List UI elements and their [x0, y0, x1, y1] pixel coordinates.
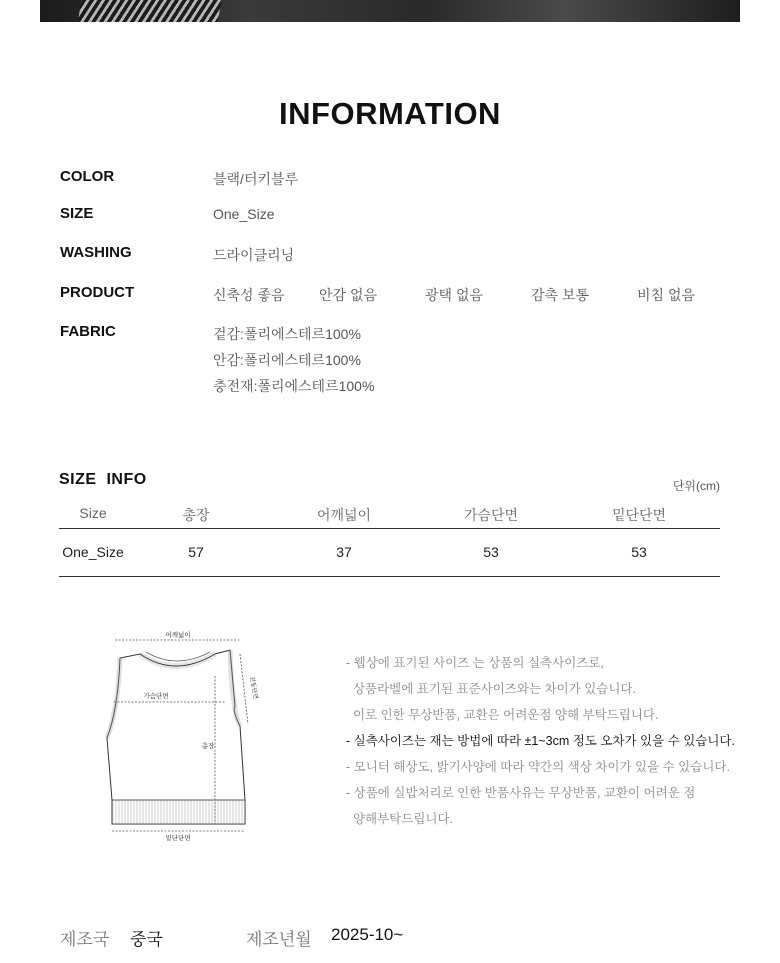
- color-value: 블랙/터키블루: [213, 171, 299, 187]
- product-item: 감촉 보통: [531, 287, 589, 303]
- product-item: 광택 없음: [425, 287, 483, 303]
- table-divider: [59, 528, 720, 529]
- notice-line: 이로 인한 무상반품, 교환은 어려운점 양해 부탁드립니다.: [346, 708, 659, 722]
- size-label: SIZE: [60, 205, 94, 222]
- hem-text: 밑단단면: [165, 834, 191, 842]
- origin-value: 중국: [130, 930, 163, 949]
- size-unit: 단위(cm): [672, 479, 720, 493]
- product-item: 안감 없음: [319, 287, 377, 303]
- washing-value: 드라이클리닝: [213, 247, 295, 263]
- date-label: 제조년월: [246, 930, 312, 949]
- vest-outline: [107, 650, 245, 824]
- fabric-line: 안감:폴리에스테르100%: [213, 352, 361, 368]
- origin-label: 제조국: [60, 930, 110, 949]
- date-value: 2025-10~: [331, 925, 404, 944]
- product-item: 신축성 좋음: [213, 287, 285, 303]
- vest-size-diagram: [100, 628, 270, 844]
- table-header: 가슴단면: [463, 507, 519, 523]
- table-header: 밑단단면: [611, 507, 667, 523]
- table-header: Size: [79, 505, 107, 521]
- notice-line: - 모니터 해상도, 밝기사양에 따라 약간의 색상 차이가 있을 수 있습니다.: [346, 760, 730, 774]
- table-cell: 53: [483, 544, 499, 560]
- notice-line: 양해부탁드립니다.: [346, 812, 454, 826]
- chest-text: 가슴단면: [143, 692, 169, 700]
- size-value: One_Size: [213, 206, 275, 222]
- product-label: PRODUCT: [60, 284, 135, 301]
- table-cell: 57: [188, 544, 204, 560]
- table-header: 총장: [182, 507, 210, 523]
- fabric-line: 겉감:폴리에스테르100%: [213, 326, 361, 342]
- table-divider: [59, 576, 720, 577]
- product-item: 비침 없음: [637, 287, 695, 303]
- length-text: 총장: [201, 742, 215, 750]
- color-label: COLOR: [60, 168, 115, 185]
- table-cell: 37: [336, 544, 352, 560]
- top-product-image: [40, 0, 740, 22]
- armhole-line: [240, 654, 248, 724]
- size-info-heading: SIZE INFO: [59, 471, 147, 488]
- table-cell: 53: [631, 544, 647, 560]
- shoulder-text: 어깨넓이: [165, 631, 191, 639]
- washing-label: WASHING: [60, 244, 132, 261]
- notice-line-emphasis: - 실측사이즈는 재는 방법에 따라 ±1~3cm 정도 오차가 있을 수 있습니다.: [346, 734, 735, 748]
- zipper-detail: [77, 0, 222, 22]
- notice-line: - 상품에 실밥처리로 인한 반품사유는 무상반품, 교환이 어려운 점: [346, 786, 696, 800]
- table-cell: One_Size: [62, 544, 124, 560]
- page-title: INFORMATION: [279, 96, 501, 131]
- fabric-line: 충전재:폴리에스테르100%: [213, 378, 375, 394]
- fabric-label: FABRIC: [60, 323, 116, 340]
- armhole-text: 진동단면: [248, 675, 259, 700]
- notice-line: - 웹상에 표기된 사이즈 는 상품의 실측사이즈로,: [346, 656, 604, 670]
- table-header: 어깨넓이: [316, 507, 372, 523]
- notice-line: 상품라벨에 표기된 표준사이즈와는 차이가 있습니다.: [346, 682, 636, 696]
